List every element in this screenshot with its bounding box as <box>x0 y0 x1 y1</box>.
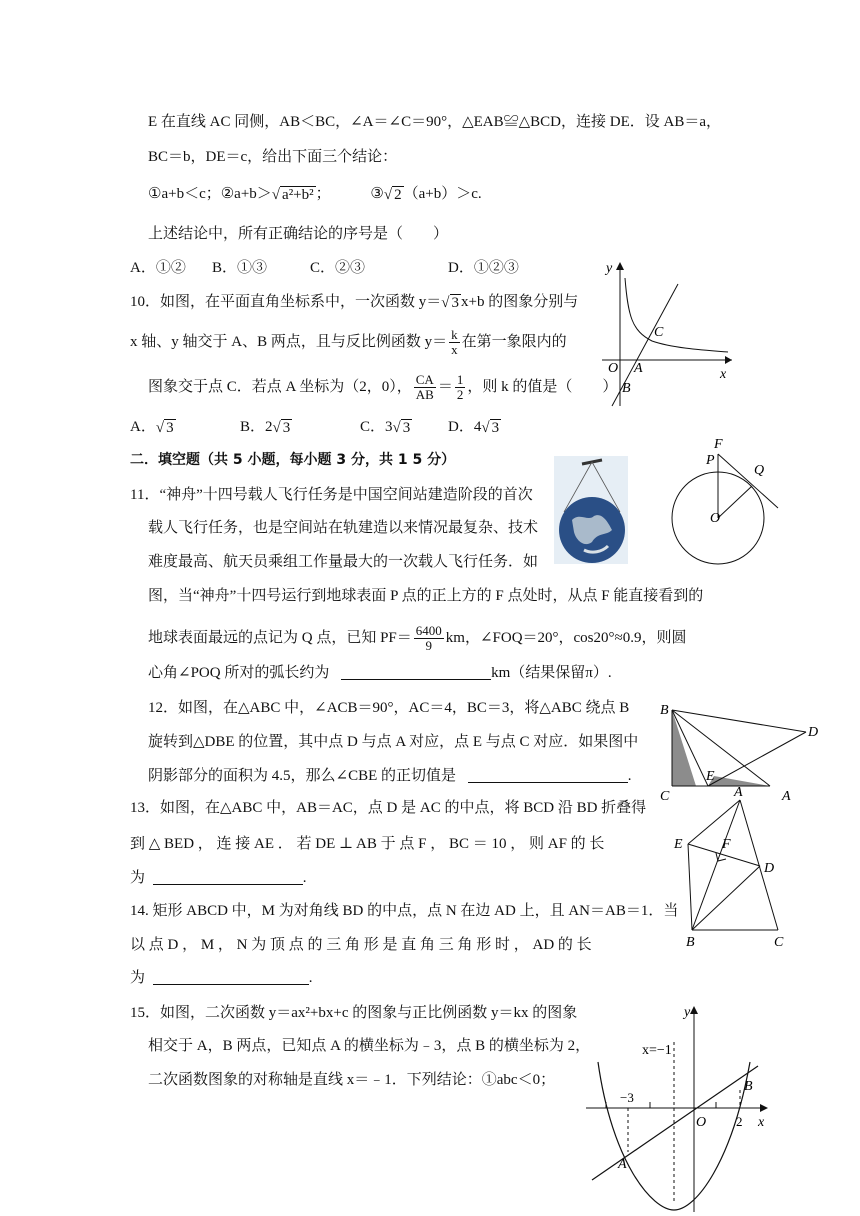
q14-line3 <box>130 968 313 988</box>
opt-radicand: 3 <box>166 419 174 436</box>
q9-c1-radicand: a²+b² <box>282 186 314 203</box>
label-x: x <box>720 367 727 382</box>
q12-line3-text: 阴影部分的面积为 4.5，那么∠CBE 的正切值是 <box>148 768 456 784</box>
frac-num: 1 <box>456 372 464 387</box>
label-d: D <box>808 725 819 740</box>
label-a: A <box>618 1157 627 1172</box>
x-axis-arrow <box>725 356 732 364</box>
q11-circle-figure <box>670 434 790 570</box>
frac-den: AB <box>415 387 434 402</box>
q11-line6a: 心角∠POQ 所对的弧长约为 <box>148 665 330 681</box>
q9-option-d: D．①②③ <box>448 260 519 276</box>
segment-bd <box>692 866 760 930</box>
label-c: C <box>774 935 784 950</box>
label-a: A <box>782 789 791 804</box>
side-ab <box>692 800 740 930</box>
sqrt-symbol: √ 3 <box>441 294 459 311</box>
q11-line3: 难度最高、航天员乘组工作量最大的一次载人飞行任务．如 <box>148 554 539 570</box>
label-minus3: −3 <box>620 1090 634 1105</box>
q10-line3a: 图象交于点 C．若点 A 坐标为（2，0）， <box>148 378 412 395</box>
sqrt-symbol: √ 3 <box>155 419 174 436</box>
label-y: y <box>684 1005 691 1020</box>
opt-label: C． <box>360 419 386 435</box>
frac-num: CA <box>415 372 434 387</box>
label-symmetry: x=−1 <box>642 1043 672 1058</box>
q12-line3-end: . <box>627 768 632 784</box>
hyperbola-curve <box>625 278 728 352</box>
opt-radicand: 3 <box>402 419 411 436</box>
q9-line4: 上述结论中，所有正确结论的序号是（ ） <box>148 226 449 242</box>
q10-frac-ca-ab <box>414 373 436 402</box>
q9-c3: ③ <box>370 186 384 202</box>
opt-label: B． <box>240 419 266 435</box>
label-e: E <box>674 837 683 852</box>
q14-answer-blank[interactable] <box>153 969 309 985</box>
q9-line1: E 在直线 AC 同侧，AB＜BC，∠A＝∠C＝90°，△EAB≌△BCD，连接 DE．设 AB＝a， <box>148 114 721 130</box>
label-b: B <box>660 703 669 718</box>
q11-line5b: km，∠FOQ＝20°，cos20°≈0.9，则圆 <box>445 629 687 646</box>
frac-den: 2 <box>456 387 464 402</box>
q11-answer-blank[interactable] <box>341 664 491 680</box>
q9-c1: ①a+b＜c；②a+b＞ <box>148 186 272 202</box>
x-axis-arrow <box>760 1104 768 1112</box>
q11-frac-pf <box>414 624 444 653</box>
q15-parabola-figure <box>582 1002 782 1214</box>
opt-label: D． <box>448 419 474 435</box>
q13-line3a: 为 <box>130 870 146 886</box>
label-c: C <box>660 789 670 804</box>
q9-c3-radicand: 2 <box>394 186 402 203</box>
q11-line5 <box>148 624 687 653</box>
label-e: E <box>706 769 715 784</box>
label-a: A <box>734 785 743 800</box>
opt-coef: 4 <box>473 419 482 435</box>
q12-line1: 12．如图，在△ABC 中，∠ACB＝90°，AC＝4，BC＝3，将△ABC 绕点 B <box>148 700 630 716</box>
sqrt-symbol: √ 3 <box>481 419 500 436</box>
opt-coef: 3 <box>385 419 393 435</box>
q11-line2: 载人飞行任务，也是空间站在轨建造以来情况最复杂、技术 <box>148 520 539 536</box>
q10-line3: 图象交于点 C．若点 A 坐标为（2，0）， $\frac{CA}{AB}$ ＝ $\frac{1}{2}$ ，则 k 的值是（ ） <box>148 372 618 402</box>
y-axis-arrow <box>616 262 624 270</box>
label-p: P <box>706 453 715 468</box>
radius-oq <box>718 486 752 518</box>
q10-option-c <box>360 417 412 438</box>
side-bd <box>672 710 806 732</box>
q10-line1a: 10．如图，在平面直角坐标系中，一次函数 y＝ <box>130 294 442 310</box>
frac-den: x <box>451 342 458 357</box>
label-b: B <box>686 935 695 950</box>
label-q: Q <box>754 463 765 478</box>
label-d: D <box>764 861 775 876</box>
q10-radicand: 3 <box>451 294 459 311</box>
tangent-line <box>718 454 778 508</box>
q14-line3a: 为 <box>130 970 146 986</box>
frac-num: 6400 <box>415 623 442 638</box>
earth-satellite-image <box>554 456 628 564</box>
label-f: F <box>722 837 731 852</box>
q10-line3b: ，则 k 的值是（ ） <box>467 378 618 395</box>
q13-line2: 到 △ BED ， 连 接 AE ． 若 DE ⊥ AB 于 点 F ， BC ＝ 10 ， 则 AF 的 长 <box>130 836 605 852</box>
opt-radicand: 3 <box>491 419 500 436</box>
q9-conclusions: ①a+b＜c；②a+b＞√ a²+b² ； ③√ 2 （a+b）＞c. <box>148 186 482 203</box>
q9-option-a: A．①② <box>130 260 186 276</box>
proportional-line <box>592 1066 758 1180</box>
q10-line1b: x+b 的图象分别与 <box>461 294 579 310</box>
sqrt-symbol: √ 3 <box>272 419 291 436</box>
q11-line6 <box>148 663 612 683</box>
q13-fold-figure <box>672 784 790 950</box>
opt-radicand: 3 <box>282 419 291 436</box>
frac-den: 9 <box>425 638 433 653</box>
q13-answer-blank[interactable] <box>153 869 303 885</box>
q10-line2b: 在第一象限内的 <box>461 333 567 350</box>
sqrt-symbol: √ a²+b² <box>271 186 314 203</box>
q15-line3: 二次函数图象的对称轴是直线 x＝﹣1．下列结论：①abc＜0； <box>148 1072 556 1088</box>
sqrt-symbol: √ 2 <box>383 186 402 203</box>
label-f: F <box>714 437 723 452</box>
q10-option-d <box>448 417 501 438</box>
q10-frac-k-x <box>449 328 460 357</box>
q9-option-c: C．②③ <box>310 260 366 276</box>
label-b: B <box>744 1079 753 1094</box>
label-o: O <box>696 1115 707 1130</box>
label-a: A <box>634 361 643 376</box>
q9-option-b: B．①③ <box>212 260 268 276</box>
side-ed <box>708 732 806 786</box>
q13-line3b: . <box>302 870 307 886</box>
q14-line2: 以 点 D ， M ， N 为 顶 点 的 三 角 形 是 直 角 三 角 形 时 ， AD 的 长 <box>130 937 592 953</box>
q10-frac-half <box>455 373 466 402</box>
q12-line2: 旋转到△DBE 的位置，其中点 D 与点 A 对应，点 E 与点 C 对应．如果图中 <box>148 734 639 750</box>
label-c: C <box>654 325 664 340</box>
q10-line2 <box>130 328 567 357</box>
q10-line1 <box>130 292 578 313</box>
label-y: y <box>606 261 613 276</box>
label-x: x <box>758 1115 765 1130</box>
opt-coef: 2 <box>265 419 273 435</box>
segment-be <box>688 844 692 930</box>
label-o: O <box>710 511 721 526</box>
q10-option-b <box>240 417 292 438</box>
opt-label: A． <box>130 419 156 435</box>
label-b: B <box>622 381 631 396</box>
y-axis-arrow <box>690 1006 698 1014</box>
q12-answer-blank[interactable] <box>468 767 628 783</box>
q15-line2: 相交于 A，B 两点，已知点 A 的横坐标为﹣3，点 B 的横坐标为 2， <box>148 1038 591 1054</box>
q9-c3-tail: （a+b）＞c. <box>403 186 482 202</box>
label-2: 2 <box>736 1114 743 1129</box>
q13-line1: 13．如图，在△ABC 中，AB＝AC，点 D 是 AC 的中点，将 BCD 沿 BD 折叠得 <box>130 800 647 816</box>
shaded-region <box>672 710 696 786</box>
section-heading: 二．填空题（共 5 小题，每小题 3 分，共 1 5 分） <box>130 452 456 468</box>
q10-graph-figure <box>592 256 742 411</box>
frac-num: k <box>451 327 458 342</box>
q9-line2: BC＝b，DE＝c，给出下面三个结论： <box>148 149 398 165</box>
q11-line1: 11．“神舟”十四号载人飞行任务是中国空间站建造阶段的首次 <box>130 487 533 503</box>
q12-line3 <box>148 766 632 786</box>
sqrt-symbol: √ 3 <box>392 419 411 436</box>
label-o: O <box>608 361 619 376</box>
q15-line1: 15．如图，二次函数 y＝ax²+bx+c 的图象与正比例函数 y＝kx 的图象 <box>130 1005 578 1021</box>
q10-line2a: x 轴、y 轴交于 A、B 两点，且与反比例函数 y＝ <box>130 333 448 350</box>
q14-line1: 14. 矩形 ABCD 中，M 为对角线 BD 的中点，点 N 在边 AD 上，且 AN＝AB＝1．当 <box>130 903 679 919</box>
q14-line3b: . <box>308 970 313 986</box>
q11-line5a: 地球表面最远的点记为 Q 点，已知 PF＝ <box>148 629 412 646</box>
q10-option-a <box>130 417 176 438</box>
q11-line4: 图，当“神舟”十四号运行到地球表面 P 点的正上方的 F 点处时，从点 F 能直接看到的 <box>148 588 704 604</box>
q11-line6b: km（结果保留π）. <box>491 665 612 681</box>
q13-line3 <box>130 868 307 888</box>
